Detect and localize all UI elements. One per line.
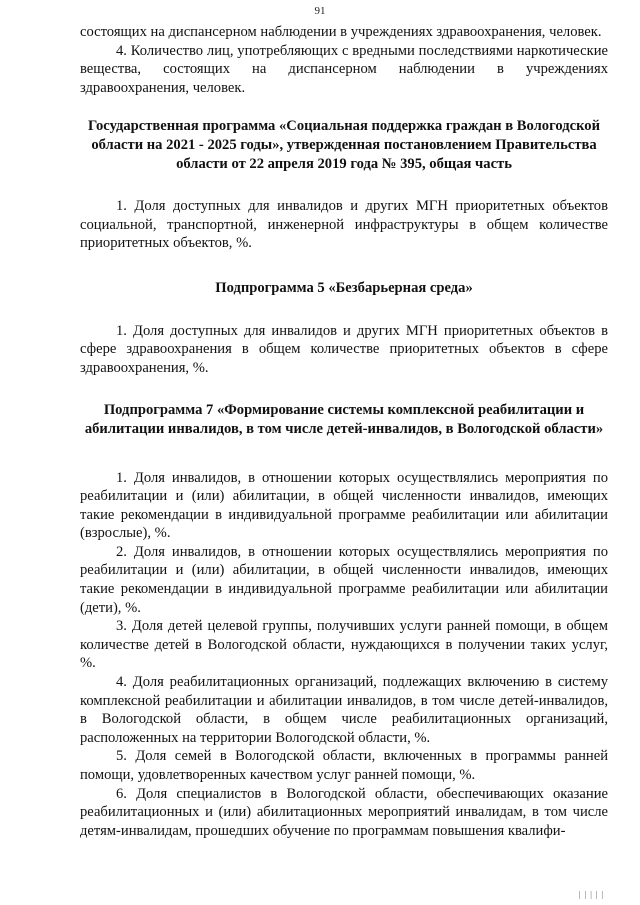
section1-item-1: 1. Доля доступных для инвалидов и других МГН приоритетных объектов социальной, транспортной, инженерной инфраструктуры в общем количестве приоритетных объектов, %.	[80, 198, 608, 252]
section3-item-4: 4. Доля реабилитационных организаций, подлежащих включению в систему комплексной реабилитации и абилитации инвалидов, в том числе детей-инвалидов, в Вологодской области, в общем числе реабилитационных организаций, расположенных на территории Вологодской области, %.	[80, 674, 608, 746]
section3-item-6: 6. Доля специалистов в Вологодской области, обеспечивающих оказание реабилитационных и (или) абилитационных мероприятий инвалидам, в том числе детям-инвалидам, прошедших обучение по программам повышения квалифи-	[80, 785, 608, 839]
intro-paragraph-continued: состоящих на диспансерном наблюдении в учреждениях здравоохранения, человек.	[80, 24, 602, 40]
section-heading-subprogram-7: Подпрограмма 7 «Формирование системы комплексной реабилитации и абилитации инвалидов, в том числе детей-инвалидов, в Вологодской области»	[84, 402, 604, 437]
document-body	[80, 23, 608, 840]
scan-artifact-mark: | | | | |	[578, 890, 604, 899]
intro-paragraph-item-4: 4. Количество лиц, употребляющих с вредными последствиями наркотические вещества, состоящих на диспансерном наблюдении в учреждениях здравоохранения, человек.	[80, 42, 608, 96]
section3-item-2: 2. Доля инвалидов, в отношении которых осуществлялись мероприятия по реабилитации и (или) абилитации, в общей численности инвалидов, имеющих такие рекомендации в индивидуальной программе реабилитации или абилитации (дети), %.	[80, 543, 608, 616]
section-heading-state-program: Государственная программа «Социальная поддержка граждан в Вологодской области на 2021 - 2025 годы», утвержденная постановлением Правительства области от 22 апреля 2019 года № 395, общая часть	[87, 118, 601, 172]
section3-item-3: 3. Доля детей целевой группы, получивших услуги ранней помощи, в общем количестве детей в Вологодской области, нуждающихся в получении таких услуг, %.	[80, 618, 608, 672]
page-number: 91	[314, 5, 326, 17]
section3-item-1: 1. Доля инвалидов, в отношении которых осуществлялись мероприятия по реабилитации и (или) абилитации, в общей численности инвалидов, имеющих такие рекомендации в индивидуальной программе реабилитации или абилитации (взрослые), %.	[80, 469, 608, 542]
section-heading-subprogram-5: Подпрограмма 5 «Безбарьерная среда»	[215, 279, 473, 296]
section3-item-5: 5. Доля семей в Вологодской области, включенных в программы ранней помощи, удовлетворенных качеством услуг ранней помощи, %.	[80, 748, 608, 783]
section2-item-1: 1. Доля доступных для инвалидов и других МГН приоритетных объектов в сфере здравоохранения в общем количестве приоритетных объектов в сфере здравоохранения, %.	[80, 322, 608, 376]
